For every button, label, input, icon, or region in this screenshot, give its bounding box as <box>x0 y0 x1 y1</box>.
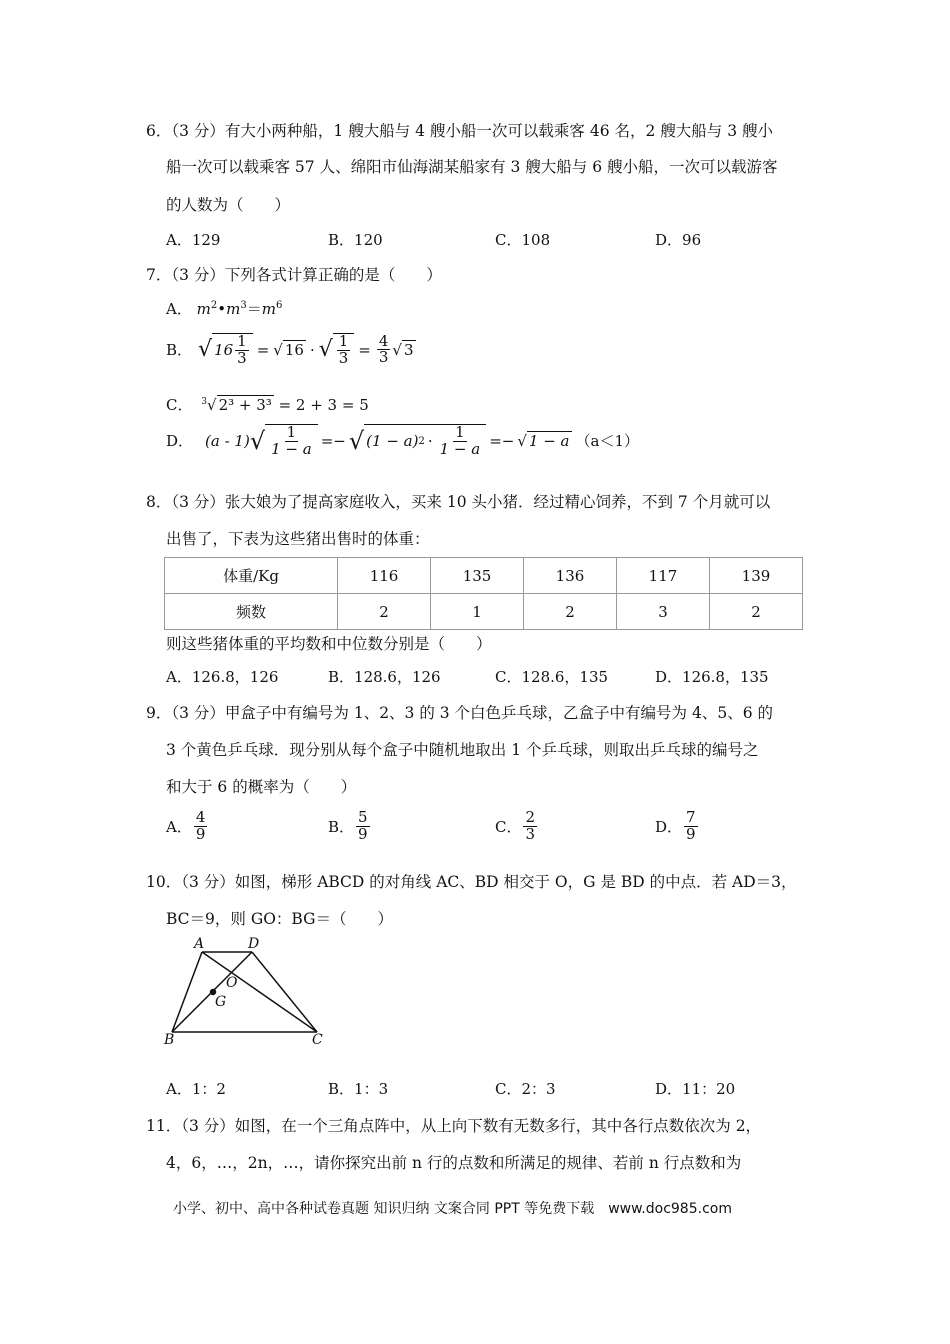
equals: = <box>358 340 371 359</box>
q8-option-d: D．126.8，135 <box>655 668 769 686</box>
exp: 3 <box>240 300 247 311</box>
row-header-weight: 体重/Kg <box>165 558 338 594</box>
exp: 2 <box>418 435 425 447</box>
numerator: 1 <box>286 423 297 441</box>
q7-option-b <box>166 333 416 367</box>
numerator: 4 <box>378 331 389 350</box>
edge-ba <box>172 952 202 1032</box>
table-cell: 2 <box>709 594 802 630</box>
fraction <box>337 334 351 367</box>
radicand <box>333 333 355 367</box>
label-g: G <box>215 994 227 1010</box>
numerator: 1 <box>237 332 247 350</box>
denominator: 3 <box>525 824 536 843</box>
q8-line1: 8．（3 分）张大娘为了提高家庭收入，买来 10 头小猪．经过精心饲养，不到 7 个月就可以 <box>146 493 771 511</box>
denominator: 3 <box>237 348 247 367</box>
radicand: 3 <box>403 341 414 360</box>
q7-option-d-label: D． <box>166 432 194 451</box>
table-cell: 2 <box>338 594 431 630</box>
numerator: 1 <box>455 423 465 441</box>
var-m: m <box>196 300 211 318</box>
q10-option-d: D．11：20 <box>655 1080 736 1098</box>
var-m: m <box>226 300 241 318</box>
q7-option-c <box>166 394 369 415</box>
denominator: 9 <box>686 824 696 843</box>
q6-option-d: D．96 <box>655 231 702 249</box>
q11-line2: 4，6，…，2n，…，请你探究出前 n 行的点数和所满足的规律、若前 n 行点数和为 <box>166 1154 742 1172</box>
numerator: 1 <box>338 332 349 350</box>
q8-option-a: A．126.8，126 <box>166 668 279 686</box>
radical-sign: √ <box>392 340 402 359</box>
equals-neg: =− <box>320 431 346 450</box>
equals: = <box>256 340 270 359</box>
q10-option-c: C．2：3 <box>495 1080 556 1098</box>
table-row <box>165 594 803 630</box>
var-m: m <box>261 300 276 318</box>
q8-option-c: C．128.6，135 <box>495 668 609 686</box>
option-label: B． <box>328 817 355 836</box>
q9-option-b <box>328 810 372 843</box>
q7-option-c-label: C． <box>166 396 193 414</box>
q10-line1: 10．（3 分）如图，梯形 ABCD 的对角线 AC、BD 相交于 O，G 是 BD 的中点．若 AD＝3， <box>146 873 797 891</box>
radical-sign: √ <box>517 431 527 450</box>
q8-option-b: B．128.6，126 <box>328 668 441 686</box>
exp: 6 <box>275 300 283 311</box>
q8-line2: 出售了，下表为这些猪出售时的体重： <box>166 530 430 548</box>
numerator: 4 <box>195 808 206 826</box>
q6-option-c: C．108 <box>495 231 551 249</box>
exp: 2 <box>210 300 218 311</box>
numerator: 7 <box>686 808 696 826</box>
fraction <box>235 334 249 367</box>
radicand: 1 − a <box>528 432 570 451</box>
numerator: 2 <box>525 808 536 826</box>
condition: （a＜1） <box>575 432 639 451</box>
label-b: B <box>164 1032 175 1048</box>
fraction <box>684 810 698 843</box>
q9-line1: 9．（3 分）甲盒子中有编号为 1、2、3 的 3 个白色乒乓球，乙盒子中有编号为 4、5、6 的 <box>146 704 773 722</box>
rhs: = 2 + 3 = 5 <box>278 396 369 414</box>
dot: · <box>427 432 433 451</box>
radical-sign: √ <box>318 337 333 363</box>
row-header-frequency: 频数 <box>165 594 338 630</box>
edge-dc <box>252 952 317 1032</box>
denominator: 3 <box>378 348 389 367</box>
mixed-whole: 16 <box>214 341 234 360</box>
q9-option-c <box>495 810 539 843</box>
fraction <box>356 810 370 843</box>
table-cell: 116 <box>338 558 431 594</box>
q6-line1: 6．（3 分）有大小两种船，1 艘大船与 4 艘小船一次可以载乘客 46 名，2 艘大船与 3 艘小 <box>146 122 773 140</box>
q10-option-b: B．1：3 <box>328 1080 389 1098</box>
label-c: C <box>312 1032 323 1048</box>
equals: ＝ <box>246 300 262 318</box>
q9-option-a <box>166 810 209 843</box>
q7-stem: 7．（3 分）下列各式计算正确的是（ ） <box>146 266 442 284</box>
weight-frequency-table <box>164 557 803 630</box>
q10-option-a: A．1：2 <box>166 1080 226 1098</box>
numerator: 5 <box>358 808 368 826</box>
denominator: 1 − a <box>271 439 312 458</box>
dot: • <box>217 300 227 318</box>
root-index: 3 <box>201 397 207 407</box>
option-label: C． <box>495 817 522 836</box>
denominator: 9 <box>358 824 368 843</box>
page-footer: 小学、初中、高中各种试卷真题 知识归纳 文案合同 PPT 等免费下载 www.doc985.com <box>173 1201 732 1217</box>
q6-option-b: B．120 <box>328 231 383 249</box>
table-cell: 3 <box>616 594 709 630</box>
fraction <box>438 425 483 458</box>
fraction <box>269 425 314 458</box>
q11-line1: 11．（3 分）如图，在一个三角点阵中，从上向下数有无数多行，其中各行点数依次为 2， <box>146 1117 762 1135</box>
radicand: 16 <box>284 341 304 360</box>
radicand <box>364 424 486 458</box>
radical-sign: √ <box>207 396 217 414</box>
label-d: D <box>248 936 260 952</box>
q7-option-a <box>166 298 282 319</box>
base: (1 − a) <box>366 432 419 451</box>
option-label: D． <box>655 817 683 836</box>
q9-line3: 和大于 6 的概率为（ ） <box>166 778 357 796</box>
radicand <box>212 333 253 367</box>
trapezoid-figure <box>160 934 340 1049</box>
denominator: 9 <box>195 824 206 843</box>
radical-sign: √ <box>348 426 365 455</box>
factor: (a - 1) <box>205 431 250 450</box>
table-cell: 1 <box>431 594 524 630</box>
q7-option-d <box>166 424 639 458</box>
radical-sign: √ <box>249 426 266 455</box>
radical-sign: √ <box>198 337 213 363</box>
table-cell: 135 <box>431 558 524 594</box>
fraction <box>377 331 391 367</box>
q6-option-a: A．129 <box>166 231 221 249</box>
dot: · <box>309 340 315 359</box>
q7-option-a-label: A． <box>166 300 192 318</box>
q8-line3: 则这些猪体重的平均数和中位数分别是（ ） <box>166 635 492 653</box>
q6-line3: 的人数为（ ） <box>166 196 291 214</box>
table-cell: 2 <box>524 594 617 630</box>
diagonal-ac <box>202 952 317 1032</box>
table-row <box>165 558 803 594</box>
denominator: 1 − a <box>439 439 481 458</box>
label-o: O <box>226 975 238 991</box>
fraction <box>194 810 208 843</box>
radicand: 2³ + 3³ <box>218 396 272 414</box>
fraction <box>523 810 537 843</box>
table-cell: 139 <box>709 558 802 594</box>
q7-option-b-label: B． <box>166 341 193 360</box>
q10-line2: BC＝9，则 GO：BG＝（ ） <box>166 910 393 928</box>
radical-sign: √ <box>273 340 283 359</box>
radicand <box>265 424 318 458</box>
q9-line2: 3 个黄色乒乓球．现分别从每个盒子中随机地取出 1 个乒乓球，则取出乒乓球的编号之 <box>166 741 759 759</box>
q9-option-d <box>655 810 700 843</box>
option-label: A． <box>166 817 192 836</box>
q6-line2: 船一次可以载乘客 57 人、绵阳市仙海湖某船家有 3 艘大船与 6 艘小船，一次可以载游客 <box>166 158 778 176</box>
table-cell: 117 <box>616 558 709 594</box>
table-cell: 136 <box>524 558 617 594</box>
denominator: 3 <box>338 348 349 367</box>
equals-neg: =− <box>489 431 515 450</box>
label-a: A <box>194 936 205 952</box>
